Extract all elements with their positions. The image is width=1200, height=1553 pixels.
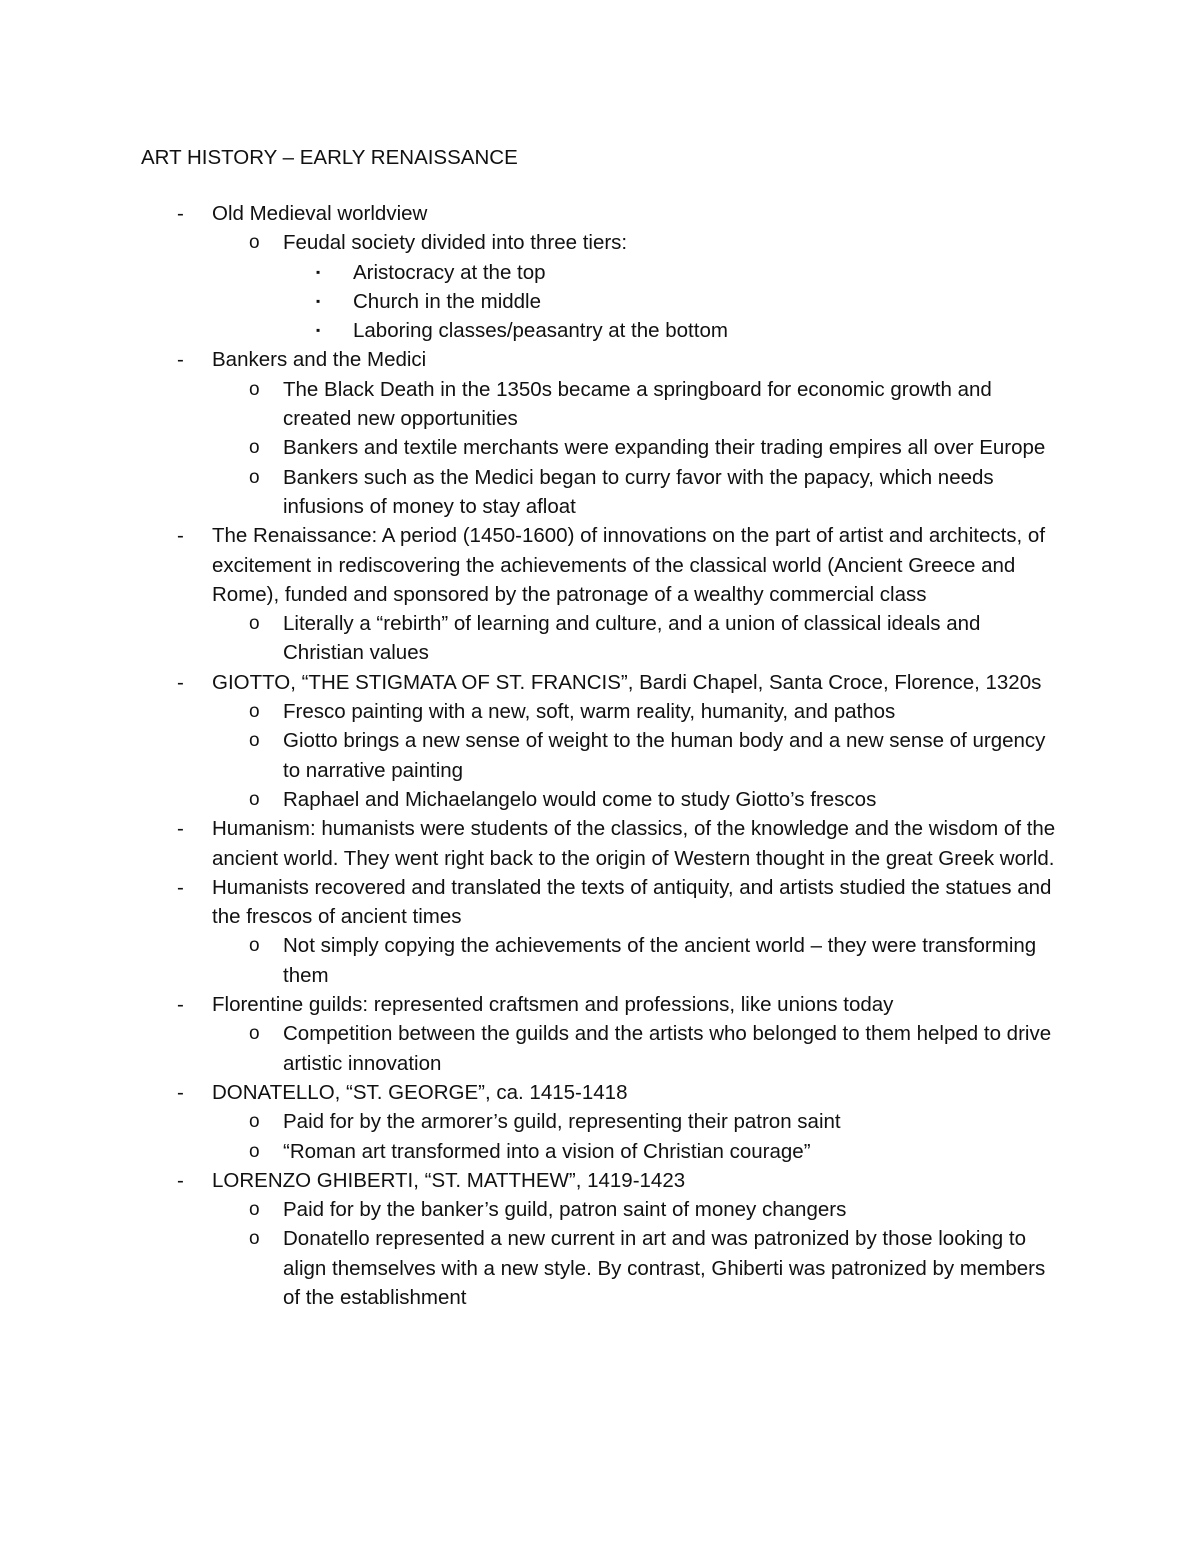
outline-item-text: Literally a “rebirth” of learning and culture, and a union of classical ideals and Christian values: [283, 612, 981, 665]
dash-bullet: -: [177, 993, 184, 1017]
outline-item-text: Feudal society divided into three tiers:: [283, 231, 628, 255]
outline-item-text: The Black Death in the 1350s became a springboard for economic growth and created new opportunities: [283, 377, 992, 431]
outline-item-text: LORENZO GHIBERTI, “ST. MATTHEW”, 1419-1423: [212, 1168, 686, 1192]
outline-item-text: The Renaissance: A period (1450-1600) of innovations on the part of artist and architects, of excitement in rediscovering the achievements of the classical world (Ancient Greece and Rome), funded and sponsored by the patronage of a wealthy commercial class: [212, 524, 1046, 606]
outline-item-level-2: [0, 785, 1200, 814]
dash-bullet: -: [177, 875, 184, 899]
circle-bullet: o: [249, 1023, 260, 1045]
outline-item-level-1: [0, 199, 1200, 228]
outline-item-level-2: [0, 1224, 1200, 1312]
circle-bullet: o: [249, 1140, 260, 1162]
outline-item-text: Fresco painting with a new, soft, warm reality, humanity, and pathos: [283, 700, 896, 724]
dash-bullet: -: [177, 1168, 184, 1192]
outline-item-text: Humanists recovered and translated the texts of antiquity, and artists studied the statues and the frescos of ancient times: [212, 875, 1052, 929]
outline-item-level-2: [0, 1019, 1200, 1078]
outline-item-text: Florentine guilds: represented craftsmen and professions, like unions today: [212, 993, 894, 1017]
circle-bullet: o: [249, 378, 260, 400]
circle-bullet: o: [249, 437, 260, 459]
document-title: ART HISTORY – EARLY RENAISSANCE: [141, 146, 518, 169]
circle-bullet: o: [249, 701, 260, 723]
outline-item-text: DONATELLO, “ST. GEORGE”, ca. 1415-1418: [212, 1080, 628, 1104]
outline-item-level-2: [0, 931, 1200, 990]
outline-item-level-2: [0, 1137, 1200, 1166]
dash-bullet: -: [177, 202, 184, 225]
outline-item-text: Bankers such as the Medici began to curry favor with the papacy, which needs infusions of money to stay afloat: [283, 465, 994, 518]
dash-bullet: -: [177, 348, 184, 372]
outline-item-text: Donatello represented a new current in art and was patronized by those looking to align themselves with a new style. By contrast, Ghiberti was patronized by members of the establishment: [283, 1227, 1046, 1309]
outline-item-text: Church in the middle: [353, 289, 542, 313]
outline-item-text: Aristocracy at the top: [353, 260, 546, 284]
outline-item-level-1: [0, 814, 1200, 873]
outline-item-text: “Roman art transformed into a vision of Christian courage”: [283, 1139, 811, 1163]
outline-item-level-1: [0, 1078, 1200, 1107]
circle-bullet: o: [249, 466, 260, 488]
dash-bullet: -: [177, 817, 184, 841]
outline-item-level-3: [0, 258, 1200, 287]
circle-bullet: o: [249, 730, 260, 752]
outline-item-text: Bankers and the Medici: [212, 348, 427, 372]
circle-bullet: o: [249, 613, 260, 635]
outline-item-level-2: [0, 375, 1200, 434]
outline-item-level-3: [0, 287, 1200, 316]
outline-item-text: Competition between the guilds and the artists who belonged to them helped to drive artistic innovation: [283, 1022, 1052, 1075]
circle-bullet: o: [249, 1228, 260, 1250]
outline-item-level-1: [0, 668, 1200, 697]
outline-item-level-2: [0, 463, 1200, 522]
outline-item-text: GIOTTO, “THE STIGMATA OF ST. FRANCIS”, Bardi Chapel, Santa Croce, Florence, 1320s: [212, 670, 1042, 694]
outline-item-text: Giotto brings a new sense of weight to the human body and a new sense of urgency to narrative painting: [283, 729, 1046, 782]
circle-bullet: o: [249, 1199, 260, 1221]
outline-item-level-2: [0, 228, 1200, 257]
outline-item-level-2: [0, 726, 1200, 785]
square-bullet: ▪: [316, 323, 321, 338]
notes-outline: [0, 199, 1200, 1312]
outline-item-text: Bankers and textile merchants were expanding their trading empires all over Europe: [283, 436, 1046, 460]
outline-item-level-2: [0, 697, 1200, 726]
dash-bullet: -: [177, 670, 184, 694]
outline-item-level-2: [0, 433, 1200, 462]
outline-item-level-2: [0, 1195, 1200, 1224]
outline-item-level-1: [0, 1166, 1200, 1195]
dash-bullet: -: [177, 1080, 184, 1104]
outline-item-level-1: [0, 345, 1200, 374]
circle-bullet: o: [249, 788, 260, 810]
square-bullet: ▪: [316, 264, 321, 279]
outline-item-level-2: [0, 609, 1200, 668]
outline-item-level-1: [0, 873, 1200, 932]
outline-item-text: Laboring classes/peasantry at the bottom: [353, 319, 728, 343]
outline-item-text: Not simply copying the achievements of the ancient world – they were transforming them: [283, 934, 1037, 987]
dash-bullet: -: [177, 524, 184, 548]
circle-bullet: o: [249, 1111, 260, 1133]
outline-item-level-1: [0, 990, 1200, 1019]
outline-item-text: Old Medieval worldview: [212, 202, 428, 225]
outline-item-text: Raphael and Michaelangelo would come to study Giotto’s frescos: [283, 787, 877, 811]
circle-bullet: o: [249, 232, 260, 254]
outline-item-text: Humanism: humanists were students of the classics, of the knowledge and the wisdom of the ancient world. They went right back to the origin of Western thought in the great Greek world.: [212, 817, 1056, 870]
outline-item-level-1: [0, 521, 1200, 609]
outline-item-text: Paid for by the armorer’s guild, representing their patron saint: [283, 1110, 841, 1134]
circle-bullet: o: [249, 935, 260, 957]
outline-item-text: Paid for by the banker’s guild, patron saint of money changers: [283, 1198, 847, 1222]
outline-item-level-2: [0, 1107, 1200, 1136]
square-bullet: ▪: [316, 293, 321, 308]
outline-item-level-3: [0, 316, 1200, 345]
